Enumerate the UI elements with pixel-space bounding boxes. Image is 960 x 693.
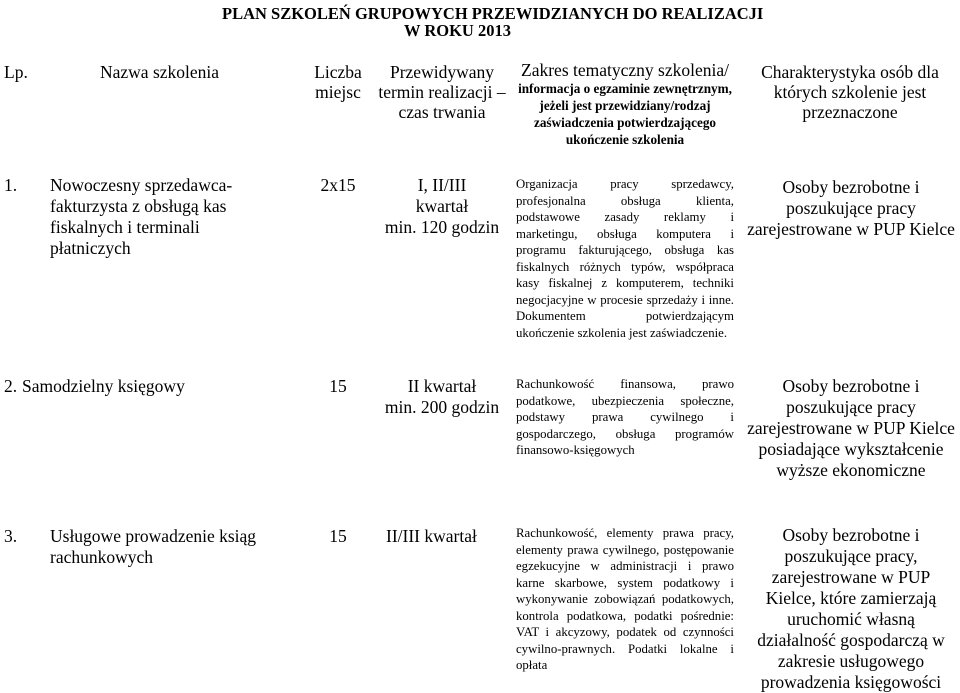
row2-scope: Rachunkowość finansowa, prawo podatkowe, ubezpieczenia społeczne, podstawy prawa cywilnego i gospodarczego, obsługa programów finansowo-księgowych	[516, 377, 734, 457]
row3-seats: 15	[329, 526, 347, 546]
row2-audience: Osoby bezrobotne i poszukujące pracy zarejestrowane w PUP Kielce posiadające wykształcenie wyższe ekonomiczne	[747, 376, 955, 480]
row2-term	[378, 376, 506, 418]
row1-seats: 2x15	[320, 175, 356, 195]
row3-term-period: II/III kwartał	[386, 526, 477, 546]
row1-term	[378, 175, 506, 238]
row2-term-period: II kwartał	[407, 376, 477, 396]
header-audience: Charakterystyka osób dla których szkolenie jest przeznaczone	[761, 62, 939, 122]
row1-term-period: I, II/III kwartał	[415, 175, 469, 216]
header-name: Nazwa szkolenia	[100, 62, 220, 82]
row3-audience: Osoby bezrobotne i poszukujące pracy, zarejestrowane w PUP Kielce, które zamierzają uruchomić własną działalność gospodarczą w zakresie usługowego prowadzenia księgowości	[757, 525, 945, 692]
header-term: Przewidywany termin realizacji – czas trwania	[378, 62, 506, 122]
header-lp: Lp.	[4, 62, 28, 82]
row1-scope: Organizacja pracy sprzedawcy, profesjonalna obsługa klienta, podstawowe zasady reklamy i marketingu, obsługa komputera i programu fakturującego, obsługa kas fiskalnych różnych typów, współpraca kasy fiskalnej z komputerem, techniki negocjacyjne w procesie sprzedaży i inne. Dokumentem potwierdzającym ukończenie szkolenia jest zaświadczenie.	[516, 177, 734, 340]
row2-name: Samodzielny księgowy	[22, 376, 185, 396]
header-scope	[516, 60, 734, 148]
row2-lp: 2.	[4, 376, 18, 396]
row3-name: Usługowe prowadzenie ksiąg rachunkowych	[50, 526, 257, 567]
row1-name: Nowoczesny sprzedawca-fakturzysta z obsługą kas fiskalnych i terminali płatniczych	[50, 175, 233, 258]
header-scope-detail: informacja o egzaminie zewnętrznym, jeżeli jest przewidziany/rodzaj zaświadczenia potwierdzającego ukończenie szkolenia	[518, 81, 732, 147]
row3-scope: Rachunkowość, elementy prawa pracy, elementy prawa cywilnego, postępowanie egzekucyjne w administracji i prawo karne skarbowe, system podatkowy i wykonywanie zobowiązań podatkowych, kontrola podatkowa, podatki pośrednie: VAT i akcyzowy, podatek od czynności cywilno-prawnych. Podatki lokalne i opłata	[516, 526, 734, 672]
header-scope-main: Zakres tematyczny szkolenia/	[521, 60, 729, 80]
row1-lp: 1.	[4, 175, 18, 195]
row1-term-duration: min. 120 godzin	[384, 217, 500, 237]
document-title: PLAN SZKOLEŃ GRUPOWYCH PRZEWIDZIANYCH DO REALIZACJI	[222, 4, 764, 23]
row2-seats: 15	[329, 376, 347, 396]
row2-term-duration: min. 200 godzin	[384, 397, 500, 417]
row1-audience: Osoby bezrobotne i poszukujące pracy zarejestrowane w PUP Kielce	[747, 177, 955, 239]
header-seats: Liczba miejsc	[314, 62, 362, 102]
row3-lp: 3.	[4, 526, 18, 546]
document-subtitle: W ROKU 2013	[404, 21, 511, 40]
